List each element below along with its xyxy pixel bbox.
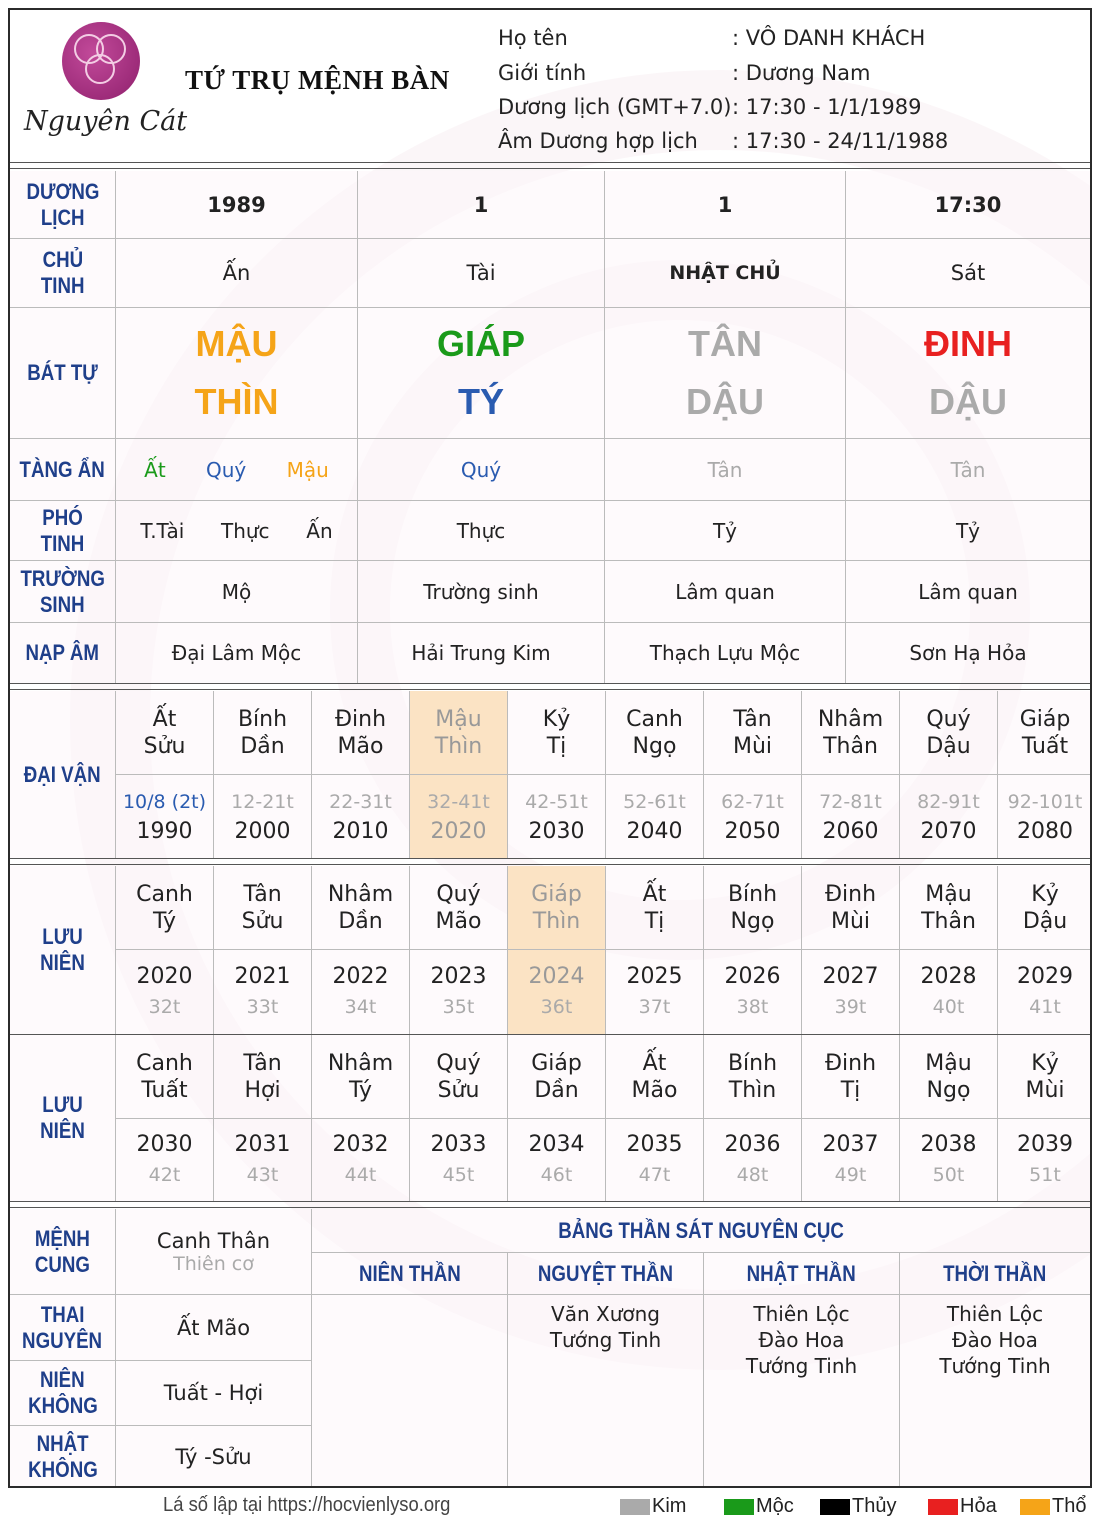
month-value: 1 [358, 171, 605, 239]
dai-van-pillar: Nhâm Thân [802, 691, 900, 775]
pillar-month: GIÁP TÝ [358, 308, 605, 439]
pillar-day: TÂN DẬU [605, 308, 846, 439]
luu-nien-year: 2025 37t [606, 950, 704, 1034]
page-title: TỨ TRỤ MỆNH BÀN [185, 65, 450, 95]
luu-nien-year: 2020 32t [116, 950, 214, 1034]
pho-tinh-hour: Tỷ [846, 501, 1090, 561]
label-truong-sinh: TRƯỜNG SINH [10, 561, 116, 623]
label-nhat-khong: NHẬT KHÔNG [10, 1426, 116, 1488]
than-sat-header: THỜI THẦN [900, 1253, 1090, 1295]
legend-moc: Mộc [724, 1495, 794, 1518]
pho-tinh-year: T.Tài Thực Ấn [116, 501, 358, 561]
luu-nien-year: 2030 42t [116, 1119, 214, 1201]
truong-sinh-value: Lâm quan [605, 561, 846, 623]
luu-nien-year: 2033 45t [410, 1119, 508, 1201]
luu-nien-year: 2037 49t [802, 1119, 900, 1201]
tang-an-hour: Tân [846, 439, 1090, 501]
label-bat-tu: BÁT TỰ [10, 308, 116, 439]
luu-nien-year: 2023 35t [410, 950, 508, 1034]
luu-nien-table-2 [10, 1035, 1090, 1201]
luu-nien-year: 2032 44t [312, 1119, 410, 1201]
nhat-khong-value: Tý -Sửu [116, 1426, 312, 1488]
nap-am-value: Sơn Hạ Hỏa [909, 641, 1027, 665]
dai-van-period: 52-61t 2040 [606, 775, 704, 858]
dai-van-pillar: Quý Dậu [900, 691, 998, 775]
luu-nien-year: 2039 51t [1017, 1132, 1073, 1186]
nap-am-value: Đại Lâm Mộc [116, 623, 358, 683]
dai-van-period: 42-51t 2030 [508, 775, 606, 858]
pillar-year: MẬU THÌN [116, 308, 358, 439]
hour-value: 17:30 [846, 171, 1090, 239]
luu-nien-pillar: Tân Hợi [214, 1035, 312, 1119]
luu-nien-year: 2034 46t [508, 1119, 606, 1201]
bottom-table [10, 1209, 1090, 1488]
dai-van-pillar: Tân Mùi [704, 691, 802, 775]
logo-icon [62, 22, 140, 100]
than-sat-title: BẢNG THẦN SÁT NGUYÊN CỤC [312, 1209, 1090, 1253]
label-dai-van: ĐẠI VẬN [10, 691, 116, 858]
nien-than-list [312, 1295, 508, 1488]
legend-tho: Thổ [1020, 1495, 1086, 1518]
truong-sinh-value: Lâm quan [846, 561, 1090, 623]
dai-van-period: 72-81t 2060 [802, 775, 900, 858]
luu-nien-pillar: Nhâm Tý [312, 1035, 410, 1119]
luu-nien-year: 2026 38t [704, 950, 802, 1034]
luu-nien-pillar: Ất Tị [606, 866, 704, 950]
luu-nien-pillar: Đinh Tị [802, 1035, 900, 1119]
luu-nien-pillar: Ất Mão [606, 1035, 704, 1119]
than-sat-header: NGUYỆT THẦN [508, 1253, 704, 1295]
logo-text: Nguyên Cát [24, 106, 188, 137]
luu-nien-pillar: Mậu Thân [900, 866, 998, 950]
luu-nien-year: 2035 47t [606, 1119, 704, 1201]
chu-tinh-value: Tài [358, 239, 605, 308]
chu-tinh-value: NHẬT CHỦ [605, 239, 846, 308]
than-sat-header: NIÊN THẦN [312, 1253, 508, 1295]
luu-nien-pillar: Bính Thìn [704, 1035, 802, 1119]
footer-note: Lá số lập tại https://hocvienlyso.org [163, 1494, 451, 1516]
tang-an-year: Ất Quý Mậu [116, 439, 358, 501]
luu-nien-year: 2036 48t [704, 1119, 802, 1201]
header: Nguyên Cát TỨ TRỤ MỆNH BÀN Họ tên : VÔ DANH KHÁCH Giới tính : Dương Nam Dương lịch (GMT+7.0) : 17:30 - 1/1/1989 Âm Dương hợp lịch : 17:30 - 24/11/1988 [10, 10, 1090, 162]
dai-van-period: 92-101t 2080 [1007, 790, 1083, 844]
dai-van-pillar: Canh Ngọ [606, 691, 704, 775]
dai-van-table [10, 691, 1090, 858]
dai-van-pillar: Ất Sửu [116, 691, 214, 775]
pho-tinh-day: Tỷ [605, 501, 846, 561]
legend-kim: Kim [620, 1495, 686, 1518]
luu-nien-pillar: Kỷ Mùi [998, 1035, 1092, 1119]
dai-van-pillar: Bính Dần [214, 691, 312, 775]
menh-cung-value: Canh Thân Thiên cơ [116, 1209, 312, 1295]
label-duong-lich: DƯƠNG LỊCH [10, 171, 116, 239]
thai-nguyen-value: Ất Mão [116, 1295, 312, 1361]
luu-nien-year: 2038 50t [900, 1119, 998, 1201]
label-thai-nguyen: THAI NGUYÊN [10, 1295, 116, 1361]
dai-van-pillar: Đinh Mão [312, 691, 410, 775]
label-menh-cung: MỆNH CUNG [10, 1209, 116, 1295]
label-luu-nien: LƯU NIÊN [10, 1035, 116, 1201]
luu-nien-pillar: Đinh Mùi [802, 866, 900, 950]
nap-am-value: Hải Trung Kim [358, 623, 605, 683]
chart-frame [8, 8, 1092, 1488]
label-nien-khong: NIÊN KHÔNG [10, 1361, 116, 1426]
nien-khong-value: Tuất - Hợi [116, 1361, 312, 1426]
label-chu-tinh: CHỦ TINH [10, 239, 116, 308]
luu-nien-table-1 [10, 866, 1090, 1034]
luu-nien-pillar: Giáp Dần [508, 1035, 606, 1119]
dai-van-period: 22-31t 2010 [312, 775, 410, 858]
truong-sinh-value: Trường sinh [358, 561, 605, 623]
pho-tinh-month: Thực [358, 501, 605, 561]
luu-nien-year: 2024 36t [508, 950, 606, 1034]
dai-van-pillar: Giáp Tuất [998, 691, 1092, 775]
than-sat-header: NHẬT THẦN [704, 1253, 900, 1295]
label-tang-an: TÀNG ẨN [10, 439, 116, 501]
luu-nien-pillar: Canh Tuất [116, 1035, 214, 1119]
luu-nien-year: 2022 34t [312, 950, 410, 1034]
luu-nien-pillar: Bính Ngọ [704, 866, 802, 950]
luu-nien-pillar: Quý Sửu [410, 1035, 508, 1119]
tang-an-day: Tân [605, 439, 846, 501]
legend-thuy: Thủy [820, 1495, 896, 1518]
luu-nien-pillar: Giáp Thìn [508, 866, 606, 950]
luu-nien-pillar: Nhâm Dần [312, 866, 410, 950]
label-luu-nien: LƯU NIÊN [10, 866, 116, 1034]
year-value: 1989 [116, 171, 358, 239]
truong-sinh-value: Mộ [116, 561, 358, 623]
pillar-hour: ĐINH DẬU [846, 308, 1090, 439]
luu-nien-year: 2031 43t [214, 1119, 312, 1201]
luu-nien-year: 2027 39t [802, 950, 900, 1034]
luu-nien-pillar: Quý Mão [410, 866, 508, 950]
dai-van-period: 82-91t 2070 [900, 775, 998, 858]
luu-nien-year: 2029 41t [1017, 964, 1073, 1018]
luu-nien-year: 2028 40t [900, 950, 998, 1034]
pillars-table [10, 171, 1090, 683]
dai-van-period: 12-21t 2000 [214, 775, 312, 858]
dai-van-pillar: Kỷ Tị [508, 691, 606, 775]
thoi-than-list: Thiên Lộc Đào Hoa Tướng Tinh [939, 1302, 1051, 1378]
label-pho-tinh: PHÓ TINH [10, 501, 116, 561]
tang-an-month: Quý [358, 439, 605, 501]
nap-am-value: Thạch Lựu Mộc [605, 623, 846, 683]
dai-van-pillar: Mậu Thìn [410, 691, 508, 775]
luu-nien-year: 2021 33t [214, 950, 312, 1034]
luu-nien-pillar: Mậu Ngọ [900, 1035, 998, 1119]
day-value: 1 [605, 171, 846, 239]
luu-nien-pillar: Canh Tý [116, 866, 214, 950]
legend-hoa: Hỏa [928, 1495, 997, 1518]
chu-tinh-value: Sát [846, 239, 1090, 308]
chu-tinh-value: Ấn [116, 239, 358, 308]
nhat-than-list: Thiên Lộc Đào Hoa Tướng Tinh [704, 1295, 900, 1488]
luu-nien-pillar: Tân Sửu [214, 866, 312, 950]
dai-van-period: 62-71t 2050 [704, 775, 802, 858]
nguyet-than-list: Văn Xương Tướng Tinh [508, 1295, 704, 1488]
dai-van-period: 10/8 (2t) 1990 [116, 775, 214, 858]
dai-van-period: 32-41t 2020 [410, 775, 508, 858]
luu-nien-pillar: Kỷ Dậu [998, 866, 1092, 950]
label-nap-am: NẠP ÂM [10, 623, 116, 683]
